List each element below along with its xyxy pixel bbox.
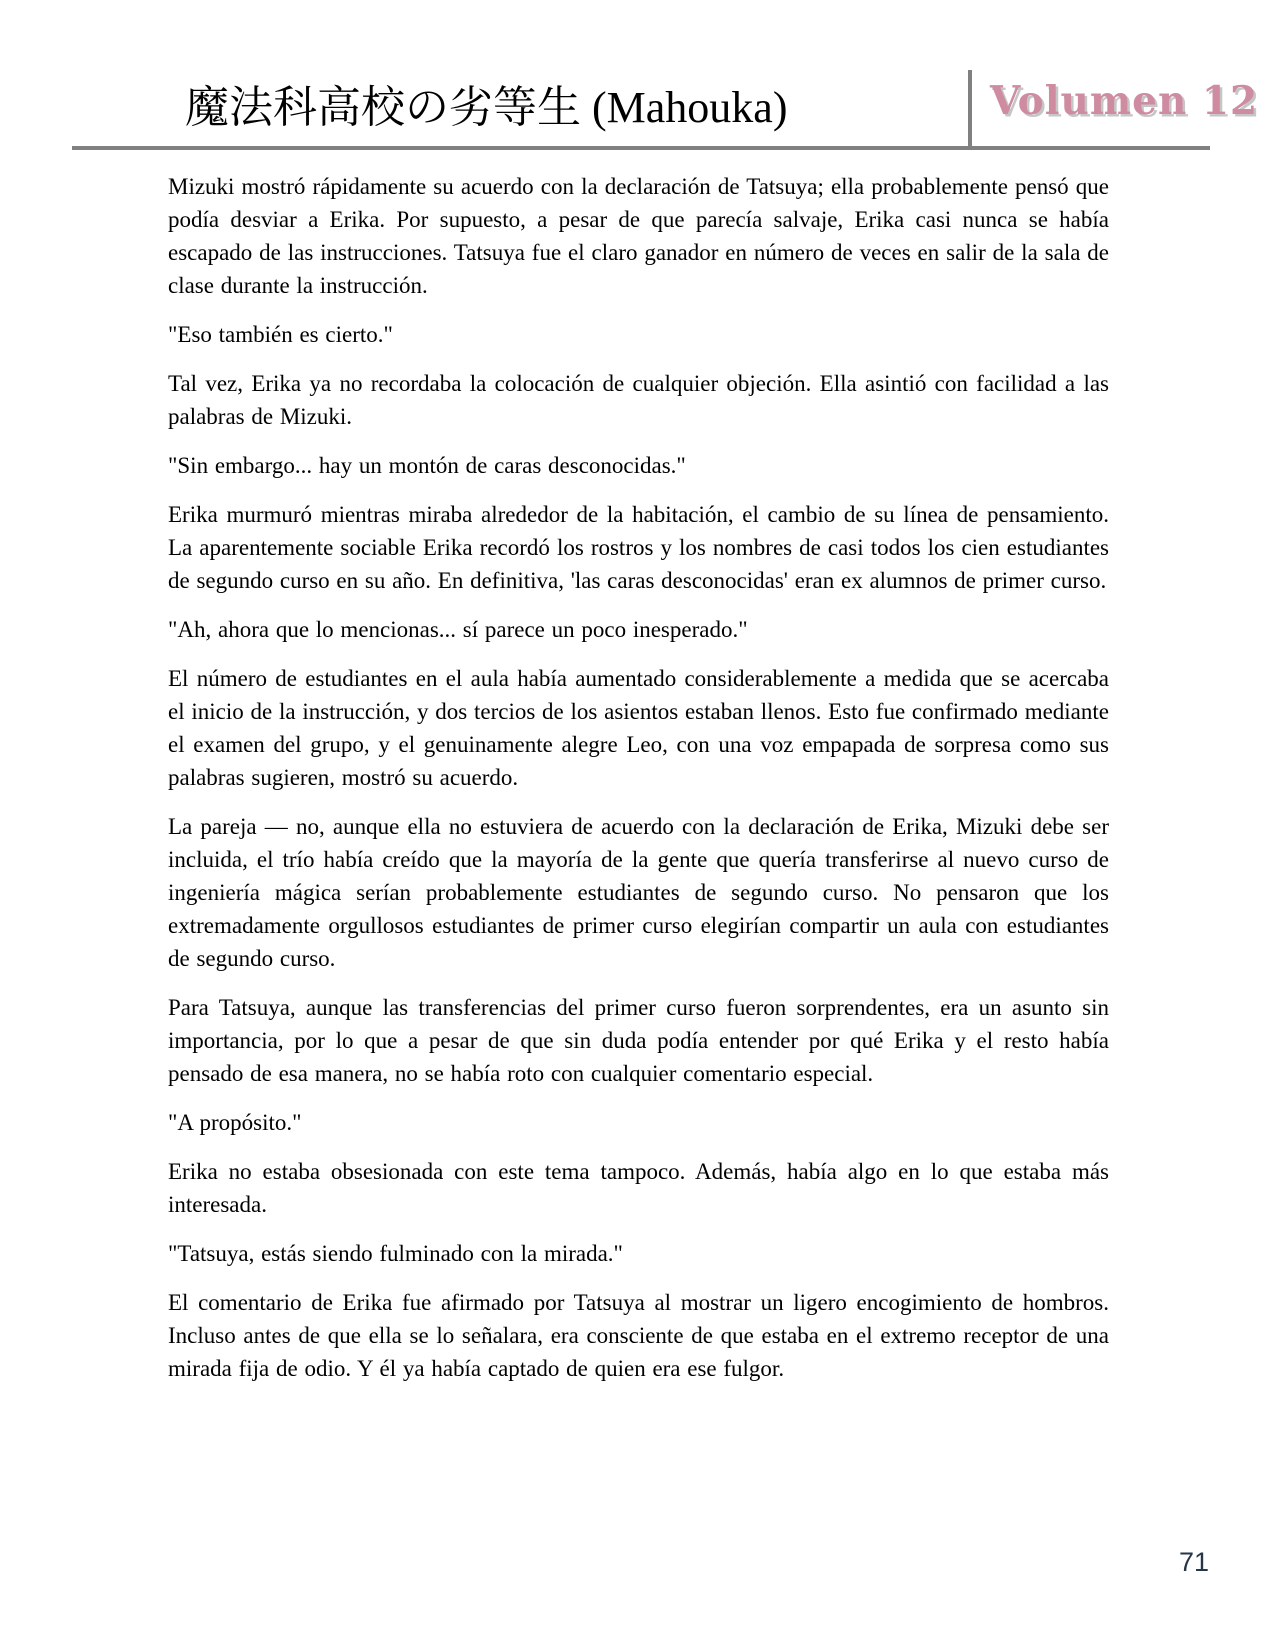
page-body [168,170,1109,1401]
volume-label: Volumen 12 [990,78,1259,124]
paragraph-container [168,170,1109,1385]
paragraph: "Sin embargo... hay un montón de caras desconocidas." [168,453,686,478]
paragraph: El número de estudiantes en el aula había aumentado considerablemente a medida que se acercaba el inicio de la instrucción, y dos tercios de los asientos estaban llenos. Esto fue confirmado mediante el examen del grupo, y el genuinamente alegre Leo, con una voz empapada de sorpresa como sus palabras sugieren, mostró su acuerdo. [168,666,1109,790]
header-row [72,0,1259,146]
paragraph: Tal vez, Erika ya no recordaba la colocación de cualquier objeción. Ella asintió con facilidad a las palabras de Mizuki. [168,371,1109,429]
paragraph: "Eso también es cierto." [168,322,393,347]
paragraph: Para Tatsuya, aunque las transferencias del primer curso fueron sorprendentes, era un asunto sin importancia, por lo que a pesar de que sin duda podía entender por qué Erika y el resto había pensado de esa manera, no se había roto con cualquier comentario especial. [168,995,1109,1086]
paragraph: Mizuki mostró rápidamente su acuerdo con la declaración de Tatsuya; ella probablemente pensó que podía desviar a Erika. Por supuesto, a pesar de que parecía salvaje, Erika casi nunca se había escapado de las instrucciones. Tatsuya fue el claro ganador en número de veces en salir de la sala de clase durante la instrucción. [168,174,1109,298]
paragraph: "Ah, ahora que lo mencionas... sí parece un poco inesperado." [168,617,748,642]
paragraph: El comentario de Erika fue afirmado por Tatsuya al mostrar un ligero encogimiento de hombros. Incluso antes de que ella se lo señalara, era consciente de que estaba en el extremo receptor de una mirada fija de odio. Y él ya había captado de quien era ese fulgor. [168,1290,1109,1381]
paragraph: Erika murmuró mientras miraba alrededor de la habitación, el cambio de su línea de pensamiento. La aparentemente sociable Erika recordó los rostros y los nombres de casi todos los cien estudiantes de segundo curso en su año. En definitiva, 'las caras desconocidas' eran ex alumnos de primer curso. [168,502,1109,593]
header-rule [72,146,1210,150]
paragraph: "Tatsuya, estás siendo fulminado con la mirada." [168,1241,623,1266]
paragraph: La pareja — no, aunque ella no estuviera de acuerdo con la declaración de Erika, Mizuki debe ser incluida, el trío había creído que la mayoría de la gente que quería transferirse al nuevo curso de ingeniería mágica serían probablemente estudiantes de segundo curso. No pensaron que los extremadamente orgullosos estudiantes de primer curso elegirían compartir un aula con estudiantes de segundo curso. [168,814,1109,971]
page-number: 71 [1178,1547,1209,1577]
page-header [72,0,1259,150]
book-title: 魔法科高校の劣等生 (Mahouka) [185,82,788,132]
paragraph: "A propósito." [168,1110,302,1135]
paragraph: Erika no estaba obsesionada con este tema tampoco. Además, había algo en lo que estaba más interesada. [168,1159,1109,1217]
